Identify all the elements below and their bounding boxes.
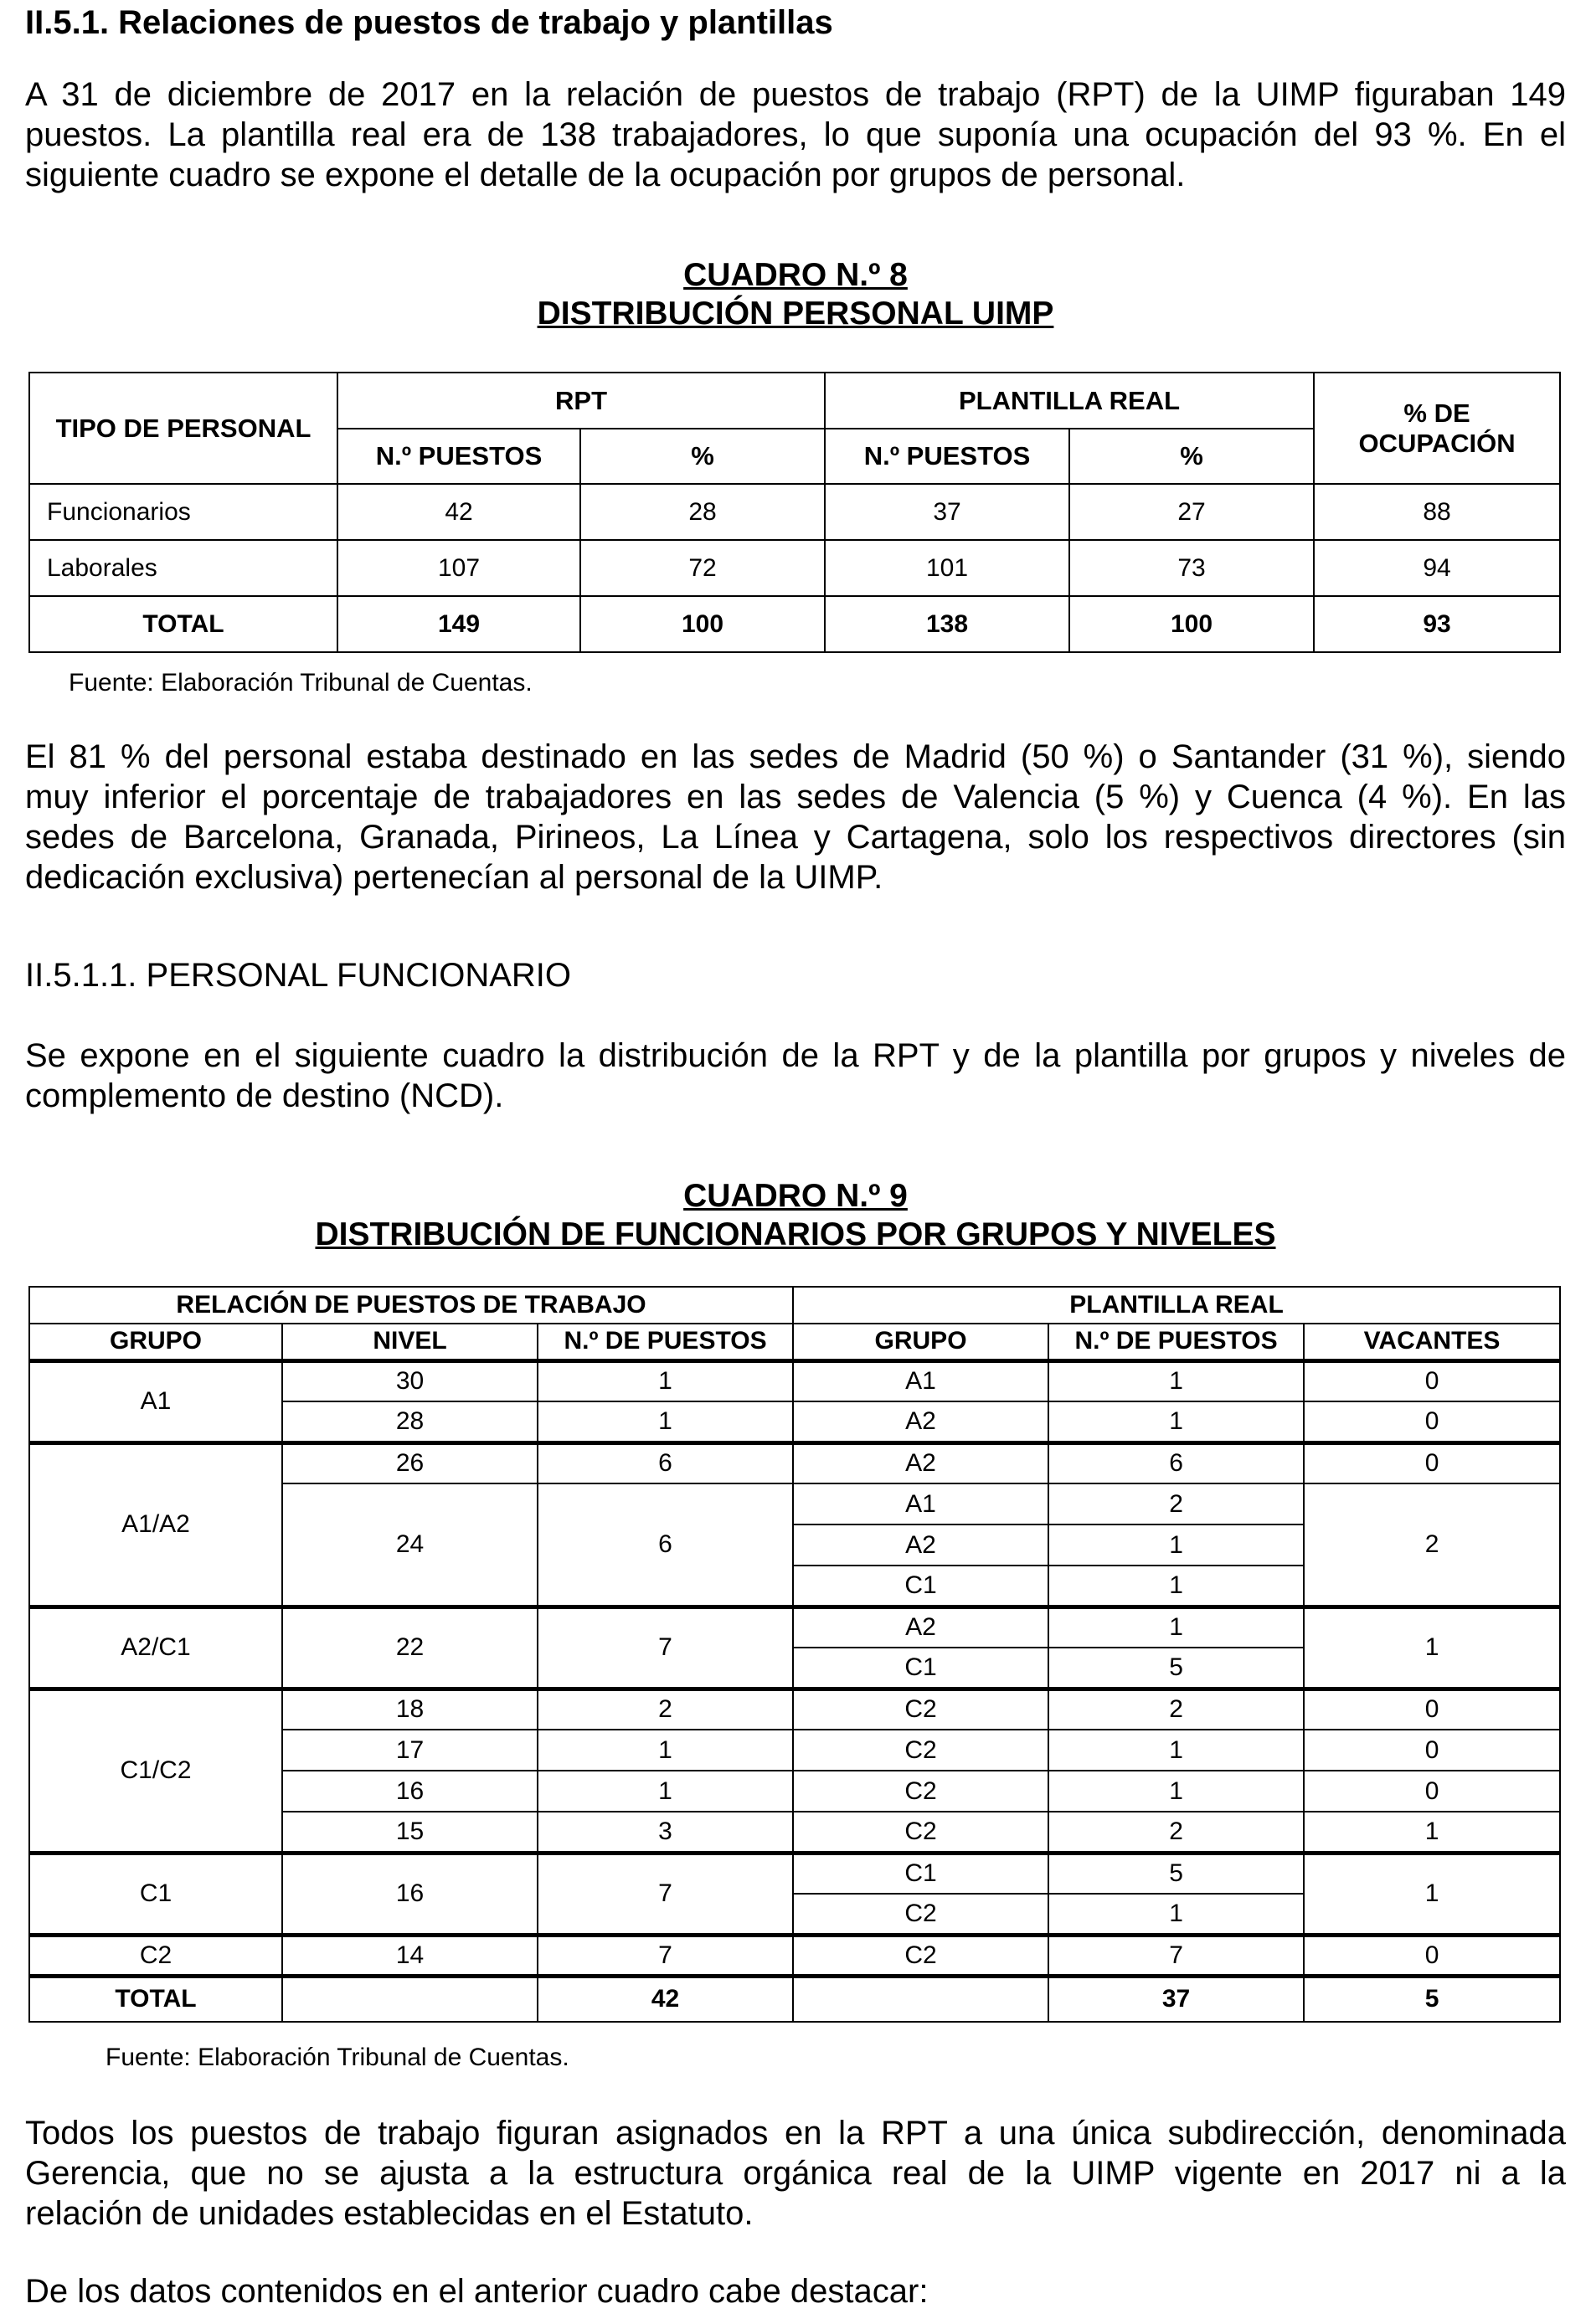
cell-real: 1 — [1048, 1894, 1304, 1935]
cell-vacantes: 0 — [1304, 1935, 1560, 1976]
cell-npuestos: 6 — [538, 1483, 793, 1607]
cuadro9-header-grupo-real: GRUPO — [793, 1324, 1048, 1360]
cell-nivel: 24 — [282, 1483, 538, 1607]
cell-nivel: 28 — [282, 1401, 538, 1442]
cell-grupo-real: C2 — [793, 1730, 1048, 1771]
para3-line-1: Se expone en el siguiente cuadro la distribución de la RPT y de la plantilla por grupos y niveles de — [25, 1037, 1566, 1074]
cuadro8-header-ocupacion — [1314, 373, 1560, 484]
cell-real-n: 37 — [825, 484, 1069, 540]
cell-nivel: 22 — [282, 1607, 538, 1689]
cuadro9-header-npuestos: N.º DE PUESTOS — [538, 1324, 793, 1360]
cell-vacantes: 0 — [1304, 1360, 1560, 1401]
cell-vacantes: 1 — [1304, 1607, 1560, 1689]
cell-grupo-real: A1 — [793, 1360, 1048, 1401]
cell-nivel: 14 — [282, 1935, 538, 1976]
cell-empty — [793, 1976, 1048, 2022]
cuadro8-header-pct-real: % — [1069, 429, 1314, 484]
cell-real: 7 — [1048, 1935, 1304, 1976]
cell-npuestos: 7 — [538, 1607, 793, 1689]
cuadro9-header-nivel: NIVEL — [282, 1324, 538, 1360]
cuadro9-header-grupo: GRUPO — [29, 1324, 282, 1360]
para2-line-2: muy inferior el porcentaje de trabajadores en las sedes de Valencia (5 %) y Cuenca (4 %). En las — [25, 779, 1566, 815]
para5-line-1: De los datos contenidos en el anterior cuadro cabe destacar: — [25, 2273, 929, 2310]
cuadro9-header-rpt: RELACIÓN DE PUESTOS DE TRABAJO — [29, 1287, 793, 1324]
cell-vacantes: 1 — [1304, 1812, 1560, 1853]
cell-total-rpt: 42 — [538, 1976, 793, 2022]
cell-real: 1 — [1048, 1771, 1304, 1812]
cell-real: 1 — [1048, 1607, 1304, 1648]
cell-grupo-real: A2 — [793, 1607, 1048, 1648]
cell-real: 6 — [1048, 1442, 1304, 1483]
cell-vacantes: 0 — [1304, 1401, 1560, 1442]
cell-vacantes: 0 — [1304, 1771, 1560, 1812]
cell-grupo-real: C2 — [793, 1894, 1048, 1935]
cuadro8-header-npuestos-rpt: N.º PUESTOS — [337, 429, 580, 484]
cell-nivel: 30 — [282, 1360, 538, 1401]
cuadro9-source: Fuente: Elaboración Tribunal de Cuentas. — [106, 2044, 569, 2071]
table-row — [29, 1935, 1560, 1976]
cuadro9-header-npuestos-real: N.º DE PUESTOS — [1048, 1324, 1304, 1360]
cell-nivel: 26 — [282, 1442, 538, 1483]
cell-grupo-real: C2 — [793, 1689, 1048, 1730]
para4-line-1: Todos los puestos de trabajo figuran asignados en la RPT a una única subdirección, denominada — [25, 2115, 1566, 2152]
cell-npuestos: 1 — [538, 1401, 793, 1442]
cell-real: 2 — [1048, 1812, 1304, 1853]
cuadro8-subtitle: DISTRIBUCIÓN PERSONAL UIMP — [537, 296, 1054, 332]
cell-real-n: 138 — [825, 596, 1069, 652]
cell-nivel: 18 — [282, 1689, 538, 1730]
cell-real-pct: 100 — [1069, 596, 1314, 652]
cell-nivel: 15 — [282, 1812, 538, 1853]
cell-tipo: Laborales — [29, 540, 337, 596]
cell-rpt-n: 42 — [337, 484, 580, 540]
cell-real: 1 — [1048, 1401, 1304, 1442]
cell-total-vacantes: 5 — [1304, 1976, 1560, 2022]
cuadro8-title: CUADRO N.º 8 — [683, 257, 908, 293]
cell-npuestos: 6 — [538, 1442, 793, 1483]
table-row — [29, 484, 1560, 540]
cell-nivel: 16 — [282, 1853, 538, 1935]
cell-real: 1 — [1048, 1566, 1304, 1607]
cell-grupo-real: A2 — [793, 1401, 1048, 1442]
cell-grupo: C2 — [29, 1935, 282, 1976]
table-row — [29, 1360, 1560, 1401]
para4-line-3: relación de unidades establecidas en el Estatuto. — [25, 2195, 754, 2232]
cell-rpt-n: 107 — [337, 540, 580, 596]
intro-paragraph-line-3: siguiente cuadro se expone el detalle de la ocupación por grupos de personal. — [25, 157, 1186, 193]
para4-line-2: Gerencia, que no se ajusta a la estructura orgánica real de la UIMP vigente en 2017 ni a la — [25, 2155, 1566, 2192]
cell-npuestos: 3 — [538, 1812, 793, 1853]
cell-grupo-real: C1 — [793, 1853, 1048, 1894]
cell-real: 5 — [1048, 1648, 1304, 1689]
cell-rpt-pct: 100 — [580, 596, 825, 652]
intro-paragraph-line-2: puestos. La plantilla real era de 138 trabajadores, lo que suponía una ocupación del 93 %. En el — [25, 116, 1566, 153]
para2-line-1: El 81 % del personal estaba destinado en las sedes de Madrid (50 %) o Santander (31 %), siendo — [25, 738, 1566, 775]
intro-paragraph-line-1: A 31 de diciembre de 2017 en la relación de puestos de trabajo (RPT) de la UIMP figuraban 149 — [25, 76, 1566, 113]
table-row — [29, 1442, 1560, 1483]
cell-vacantes: 0 — [1304, 1689, 1560, 1730]
para3-line-2: complemento de destino (NCD). — [25, 1077, 504, 1114]
cell-empty — [282, 1976, 538, 2022]
cell-grupo-real: C2 — [793, 1935, 1048, 1976]
cell-real: 5 — [1048, 1853, 1304, 1894]
cell-vacantes: 2 — [1304, 1483, 1560, 1607]
cell-ocupacion: 88 — [1314, 484, 1560, 540]
subsection-heading: II.5.1.1. PERSONAL FUNCIONARIO — [25, 957, 572, 994]
cell-tipo: TOTAL — [29, 596, 337, 652]
cell-npuestos: 1 — [538, 1360, 793, 1401]
cuadro8-header-ocupacion-line2: OCUPACIÓN — [1358, 428, 1516, 458]
cell-vacantes: 1 — [1304, 1853, 1560, 1935]
cell-total-label: TOTAL — [29, 1976, 282, 2022]
table-row — [29, 1607, 1560, 1648]
cell-nivel: 17 — [282, 1730, 538, 1771]
section-heading: II.5.1. Relaciones de puestos de trabajo y plantillas — [25, 4, 833, 41]
table-total-row — [29, 1976, 1560, 2022]
cell-grupo: A1/A2 — [29, 1442, 282, 1607]
cell-grupo-real: A1 — [793, 1483, 1048, 1524]
cuadro9-title: CUADRO N.º 9 — [683, 1178, 908, 1214]
cell-rpt-n: 149 — [337, 596, 580, 652]
cell-grupo-real: C2 — [793, 1812, 1048, 1853]
table-row — [29, 540, 1560, 596]
cell-total-real: 37 — [1048, 1976, 1304, 2022]
cell-ocupacion: 93 — [1314, 596, 1560, 652]
para2-line-4: dedicación exclusiva) pertenecían al personal de la UIMP. — [25, 859, 883, 896]
cell-grupo-real: A2 — [793, 1442, 1048, 1483]
cell-npuestos: 1 — [538, 1771, 793, 1812]
cell-ocupacion: 94 — [1314, 540, 1560, 596]
cell-grupo-real: C2 — [793, 1771, 1048, 1812]
cuadro8-header-pct-rpt: % — [580, 429, 825, 484]
table-row — [29, 1689, 1560, 1730]
cuadro9-header-vacantes: VACANTES — [1304, 1324, 1560, 1360]
cell-real: 2 — [1048, 1483, 1304, 1524]
cell-npuestos: 1 — [538, 1730, 793, 1771]
cell-real-pct: 73 — [1069, 540, 1314, 596]
table-total-row — [29, 596, 1560, 652]
cuadro8-header-ocupacion-line1: % DE — [1403, 398, 1470, 428]
cell-npuestos: 7 — [538, 1853, 793, 1935]
cell-npuestos: 7 — [538, 1935, 793, 1976]
cell-vacantes: 0 — [1304, 1442, 1560, 1483]
cuadro9-table — [28, 1286, 1561, 2023]
cell-real: 2 — [1048, 1689, 1304, 1730]
para2-line-3: sedes de Barcelona, Granada, Pirineos, La Línea y Cartagena, solo los respectivos directores (sin — [25, 819, 1566, 856]
table-row — [29, 1853, 1560, 1894]
cuadro8-header-tipo: TIPO DE PERSONAL — [29, 373, 337, 484]
cell-nivel: 16 — [282, 1771, 538, 1812]
cell-grupo-real: C1 — [793, 1648, 1048, 1689]
cuadro8-header-plantilla: PLANTILLA REAL — [825, 373, 1314, 429]
cell-grupo-real: A2 — [793, 1524, 1048, 1566]
cell-grupo: A2/C1 — [29, 1607, 282, 1689]
cell-grupo-real: C1 — [793, 1566, 1048, 1607]
cell-grupo: C1/C2 — [29, 1689, 282, 1853]
cuadro8-header-rpt: RPT — [337, 373, 825, 429]
cell-rpt-pct: 28 — [580, 484, 825, 540]
cell-real: 1 — [1048, 1524, 1304, 1566]
cuadro8-source: Fuente: Elaboración Tribunal de Cuentas. — [69, 669, 533, 697]
cell-rpt-pct: 72 — [580, 540, 825, 596]
cell-real-n: 101 — [825, 540, 1069, 596]
cuadro8-table — [28, 372, 1561, 653]
cell-vacantes: 0 — [1304, 1730, 1560, 1771]
cell-tipo: Funcionarios — [29, 484, 337, 540]
cuadro9-subtitle: DISTRIBUCIÓN DE FUNCIONARIOS POR GRUPOS Y NIVELES — [315, 1216, 1276, 1252]
cell-grupo: C1 — [29, 1853, 282, 1935]
cuadro8-header-npuestos-real: N.º PUESTOS — [825, 429, 1069, 484]
cell-real-pct: 27 — [1069, 484, 1314, 540]
cell-real: 1 — [1048, 1360, 1304, 1401]
cuadro9-header-real: PLANTILLA REAL — [793, 1287, 1560, 1324]
cell-npuestos: 2 — [538, 1689, 793, 1730]
cell-grupo: A1 — [29, 1360, 282, 1442]
cell-real: 1 — [1048, 1730, 1304, 1771]
